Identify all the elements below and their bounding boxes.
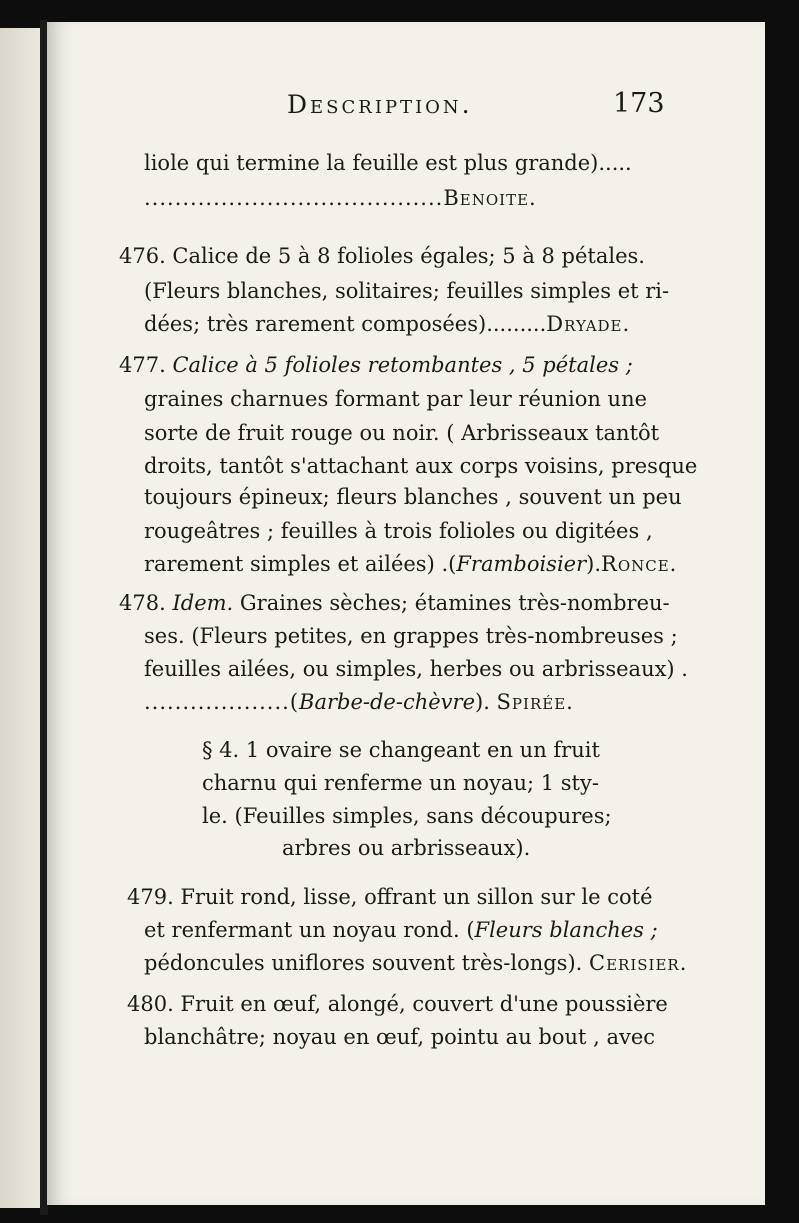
- text-line: rougeâtres ; feuilles à trois folioles ou digitées ,: [144, 519, 653, 543]
- section-heading: § 4. 1 ovaire se changeant en un fruit: [202, 738, 600, 762]
- text-line: ses. (Fleurs petites, en grappes très-nombreuses ;: [144, 624, 678, 648]
- text-line: sorte de fruit rouge ou noir. ( Arbrisseaux tantôt: [144, 421, 660, 445]
- entry-479: 479. Fruit rond, lisse, offrant un sillon sur le coté: [127, 885, 653, 909]
- text-line: (Fleurs blanches, solitaires; feuilles simples et ri-: [144, 279, 670, 303]
- entry-478: 478. Idem. Graines sèches; étamines très-nombreu-: [119, 591, 670, 615]
- text-line: toujours épineux; fleurs blanches , souvent un peu: [144, 485, 682, 509]
- text-line: liole qui termine la feuille est plus grande).....: [144, 151, 632, 175]
- book-page: [47, 22, 765, 1205]
- page-header: [47, 90, 765, 130]
- text-line: .......................................Benoite.: [144, 186, 537, 210]
- text-line: feuilles ailées, ou simples, herbes ou arbrisseaux) .: [144, 657, 688, 681]
- text-line: rarement simples et ailées) .(Framboisier).Ronce.: [144, 552, 678, 576]
- running-head: Description.: [287, 90, 473, 119]
- text-line: dées; très rarement composées).........Dryade.: [144, 312, 631, 336]
- text-line: graines charnues formant par leur réunion une: [144, 387, 648, 411]
- text-line: arbres ou arbrisseaux).: [282, 836, 531, 860]
- text-line: droits, tantôt s'attachant aux corps voisins, presque: [144, 454, 698, 478]
- text-line: le. (Feuilles simples, sans découpures;: [202, 804, 612, 828]
- facing-page-edge: [0, 28, 40, 1208]
- entry-476: 476. Calice de 5 à 8 folioles égales; 5 à 8 pétales.: [119, 244, 645, 268]
- entry-480: 480. Fruit en œuf, alongé, couvert d'une poussière: [127, 992, 668, 1016]
- text-line: blanchâtre; noyau en œuf, pointu au bout , avec: [144, 1025, 656, 1049]
- entry-477: 477. Calice à 5 folioles retombantes , 5 pétales ;: [119, 353, 633, 377]
- text-line: et renfermant un noyau rond. (Fleurs blanches ;: [144, 918, 658, 942]
- text-line: charnu qui renferme un noyau; 1 sty-: [202, 771, 599, 795]
- text-line: pédoncules uniflores souvent très-longs). Cerisier.: [144, 951, 688, 975]
- page-number: 173: [613, 88, 665, 119]
- text-line: ...................(Barbe-de-chèvre). Spirée.: [144, 690, 574, 714]
